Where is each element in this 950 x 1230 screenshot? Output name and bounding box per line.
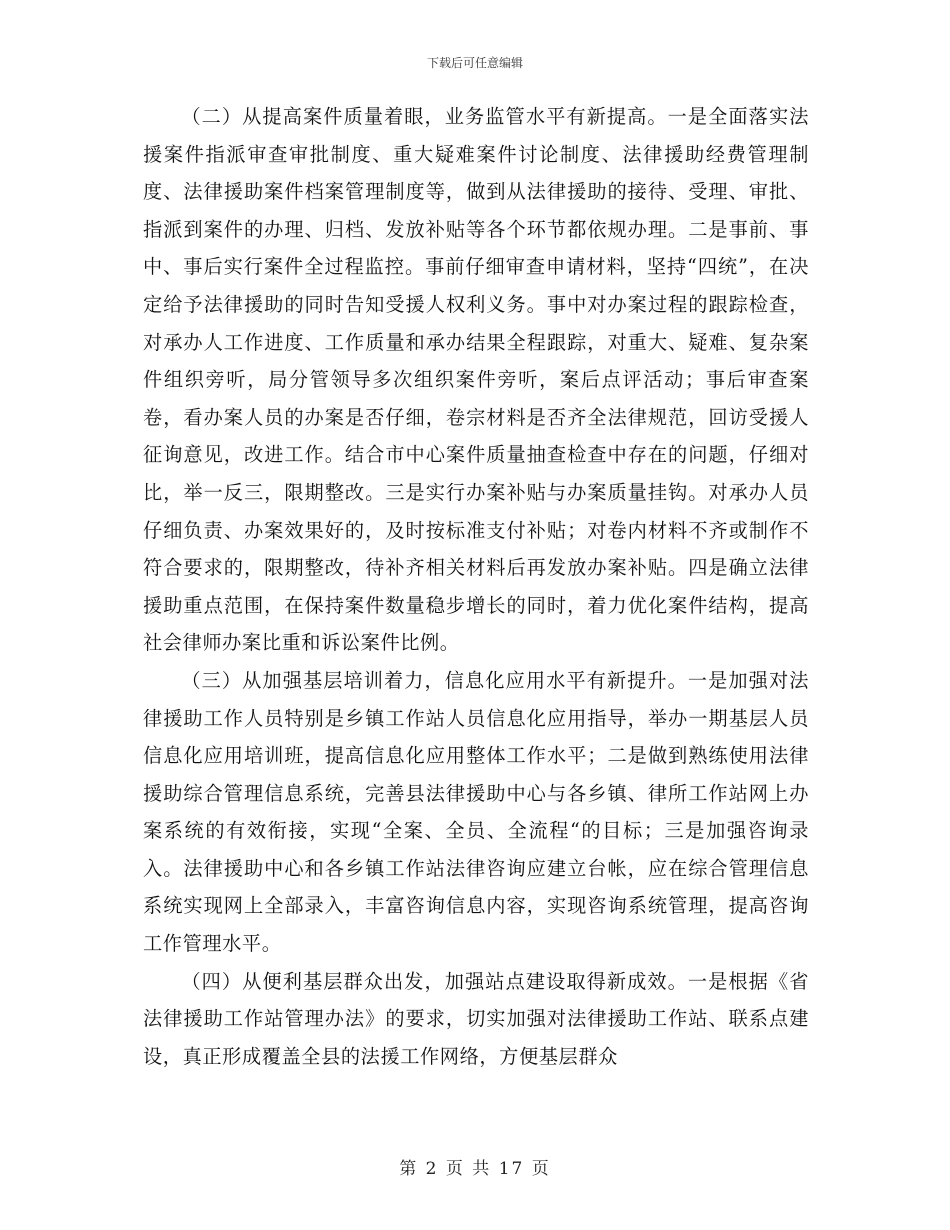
page-header: 下载后可任意编辑 <box>426 56 523 70</box>
paragraph-section-2: （二）从提高案件质量着眼，业务监管水平有新提高。一是全面落实法援案件指派审查审批制度、重大疑难案件讨论制度、法律援助经费管理制度、法律援助案件档案管理制度等，做到从法律援助的接待、受理、审批、指派到案件的办理、归档、发放补贴等各个环节都依规办理。二是事前、事中、事后实行案件全过程监控。事前仔细审查申请材料，坚持“四统”，在决定给予法律援助的同时告知受援人权利义务。事中对办案过程的跟踪检查，对承办人工作进度、工作质量和承办结果全程跟踪，对重大、疑难、复杂案件组织旁听，局分管领导多次组织案件旁听，案后点评活动；事后审查案卷，看办案人员的办案是否仔细，卷宗材料是否齐全法律规范，回访受援人征询意见，改进工作。结合市中心案件质量抽查检查中存在的问题，仔细对比，举一反三，限期整改。三是实行办案补贴与办案质量挂钩。对承办人员仔细负责、办案效果好的，及时按标准支付补贴；对卷内材料不齐或制作不符合要求的，限期整改，待补齐相关材料后再发放办案补贴。四是确立法律援助重点范围，在保持案件数量稳步增长的同时，着力优化案件结构，提高社会律师办案比重和诉讼案件比例。 <box>143 105 809 655</box>
document-body <box>143 98 809 1075</box>
paragraph-section-4: （四）从便利基层群众出发，加强站点建设取得新成效。一是根据《省法律援助工作站管理办法》的要求，切实加强对法律援助工作站、联系点建设，真正形成覆盖全县的法援工作网络，方便基层群众 <box>143 969 809 1068</box>
page-footer: 第 2 页 共 17 页 <box>399 1159 551 1179</box>
paragraph-section-3: （三）从加强基层培训着力，信息化应用水平有新提升。一是加强对法律援助工作人员特别是乡镇工作站人员信息化应用指导，举办一期基层人员信息化应用培训班，提高信息化应用整体工作水平；二是做到熟练使用法律援助综合管理信息系统，完善县法律援助中心与各乡镇、律所工作站网上办案系统的有效衔接，实现“全案、全员、全流程“的目标；三是加强咨询录入。法律援助中心和各乡镇工作站法律咨询应建立台帐，应在综合管理信息系统实现网上全部录入，丰富咨询信息内容，实现咨询系统管理，提高咨询工作管理水平。 <box>143 668 809 956</box>
